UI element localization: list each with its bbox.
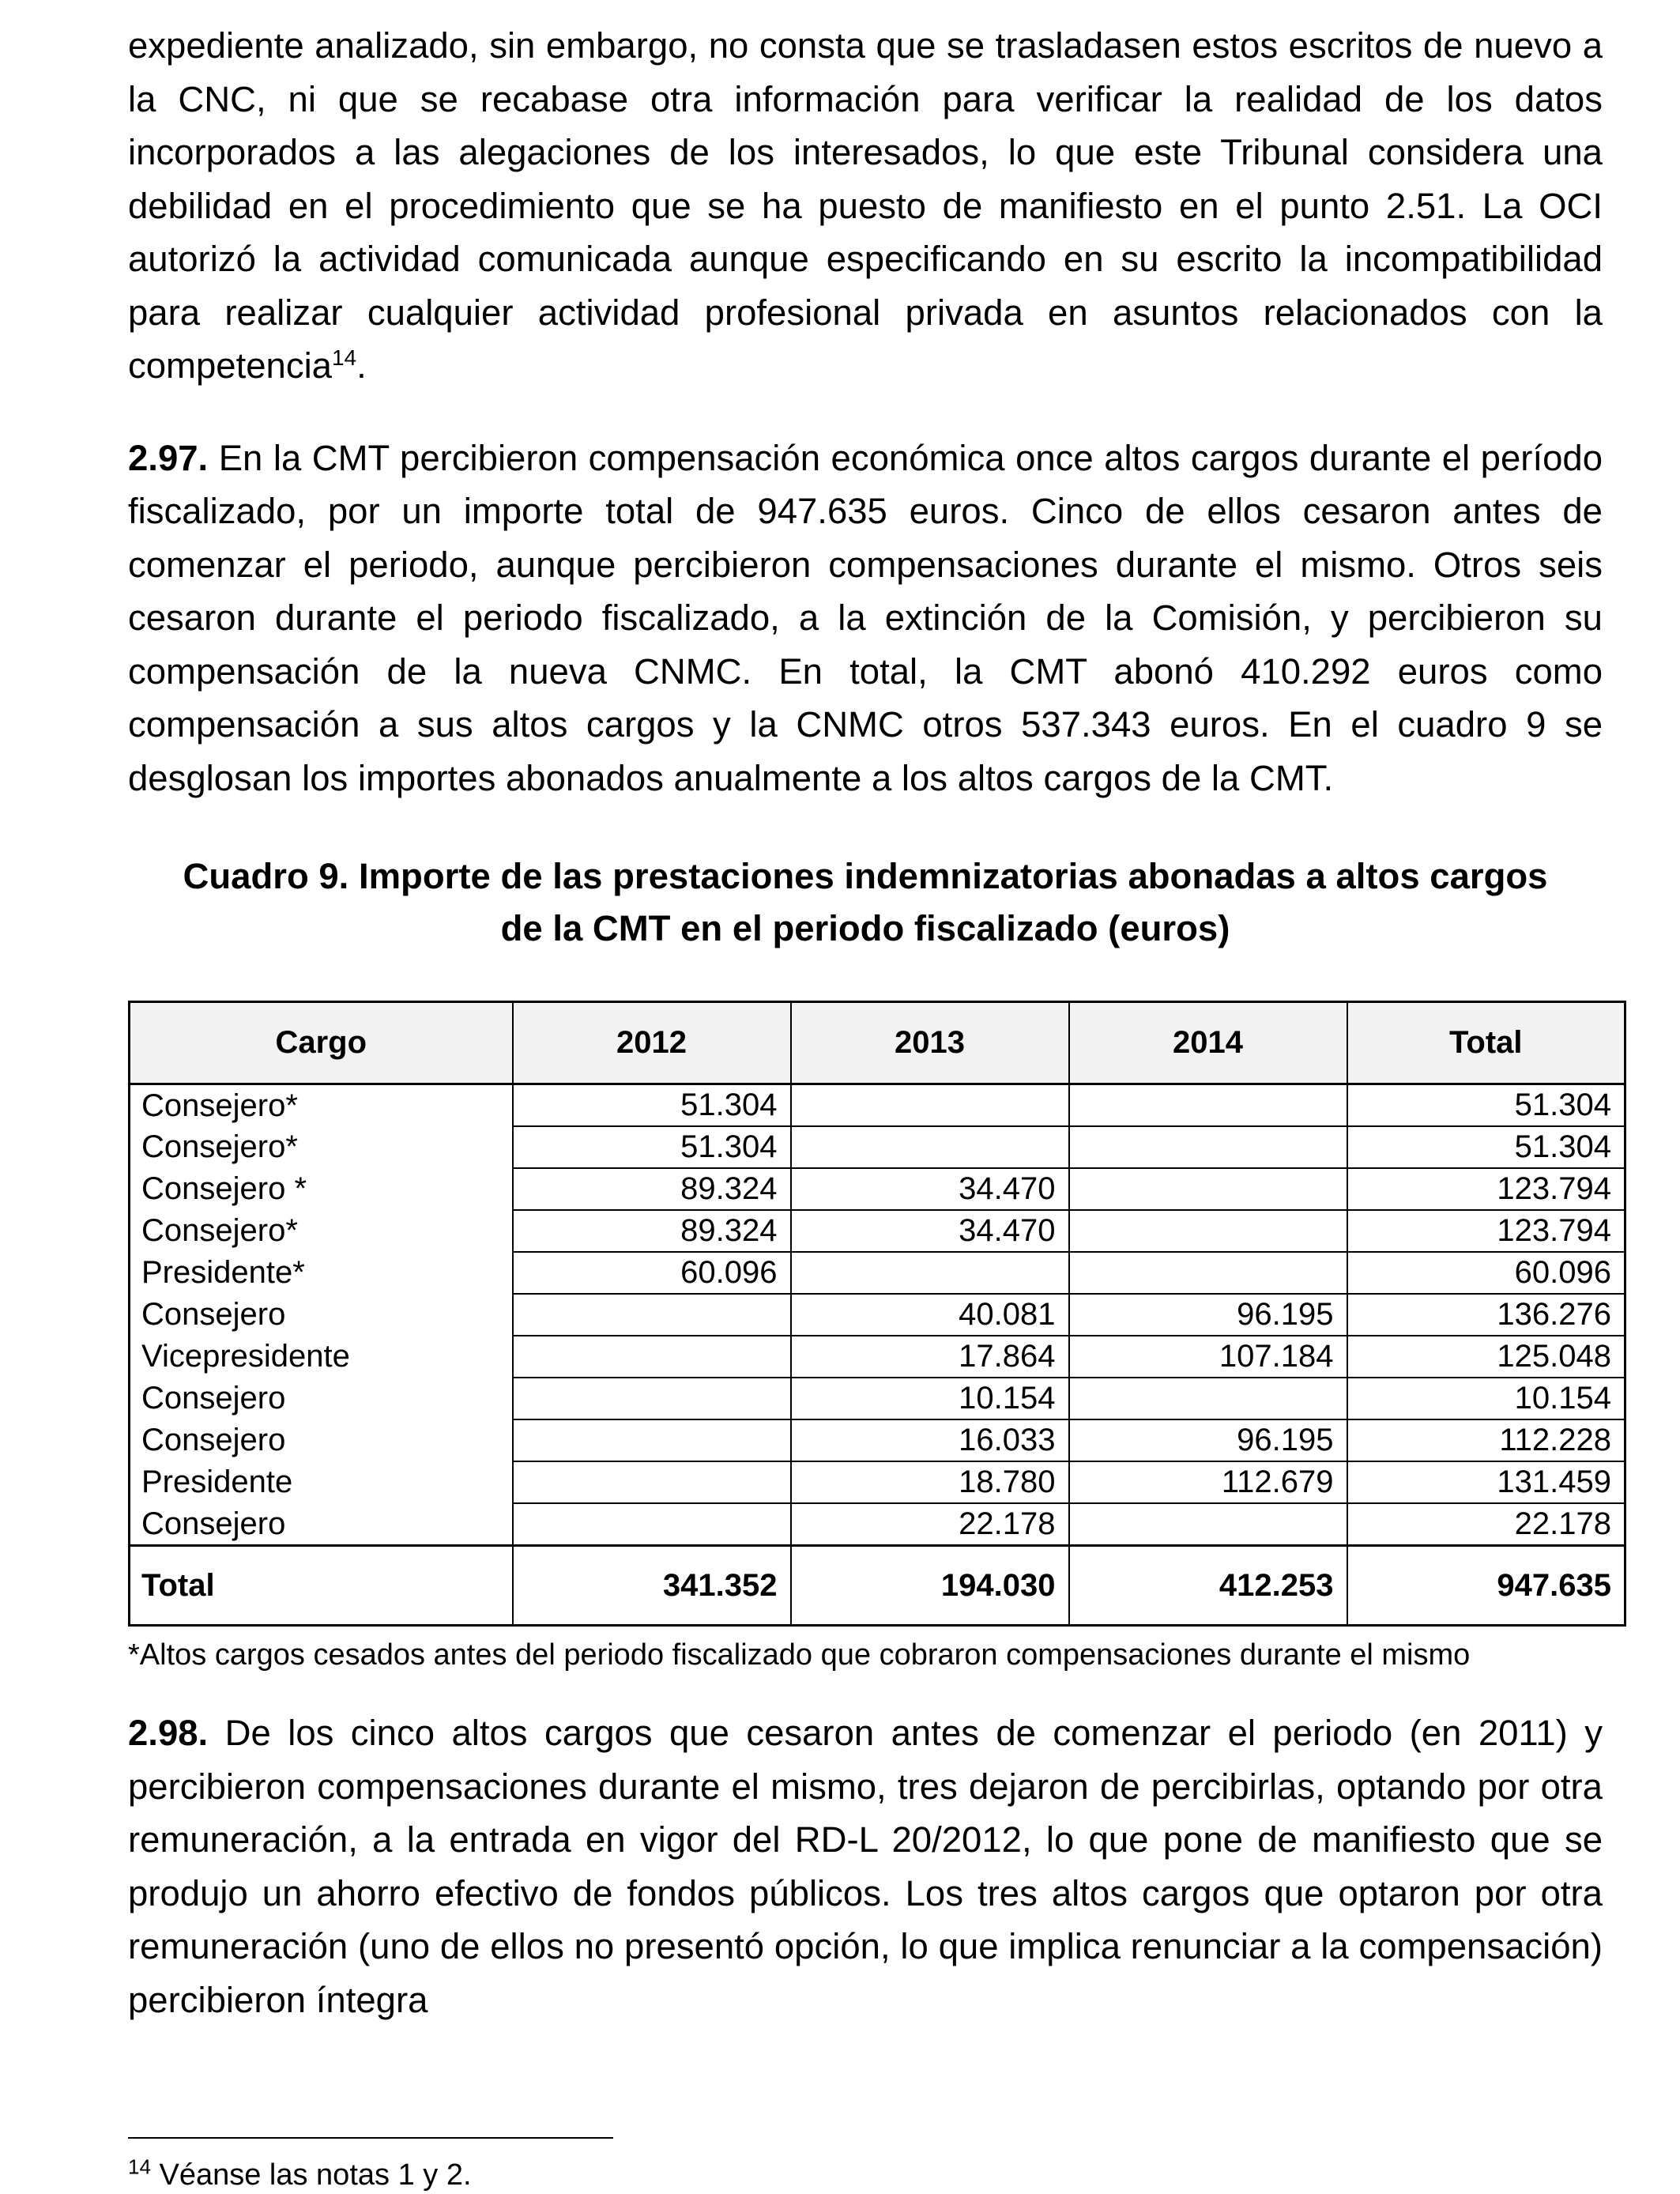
cell-2014: 112.679 (1069, 1461, 1347, 1503)
header-2013: 2013 (791, 1002, 1069, 1084)
cell-total: 60.096 (1347, 1252, 1625, 1294)
cell-total: 123.794 (1347, 1210, 1625, 1252)
paragraph-number: 2.97. (128, 437, 209, 478)
cell-2012 (513, 1461, 791, 1503)
cell-2012: 51.304 (513, 1126, 791, 1168)
header-cargo: Cargo (130, 1002, 513, 1084)
footnote-separator (128, 2137, 613, 2139)
document-page (128, 19, 1611, 2026)
table-header-row (130, 1002, 1625, 1084)
cell-cargo: Consejero* (130, 1084, 513, 1127)
cell-2012 (513, 1419, 791, 1461)
paragraph-end: . (356, 345, 367, 386)
table-row (130, 1294, 1625, 1336)
cell-2014 (1069, 1210, 1347, 1252)
cell-cargo: Consejero* (130, 1210, 513, 1252)
cell-2014 (1069, 1168, 1347, 1210)
cell-2013: 10.154 (791, 1378, 1069, 1419)
cell-total: 51.304 (1347, 1084, 1625, 1127)
table-row (130, 1378, 1625, 1419)
cell-2013 (791, 1252, 1069, 1294)
cell-2014 (1069, 1126, 1347, 1168)
cell-2013: 34.470 (791, 1210, 1069, 1252)
cell-2012: 60.096 (513, 1252, 791, 1294)
total-2013: 194.030 (791, 1546, 1069, 1626)
table-row (130, 1419, 1625, 1461)
header-2014: 2014 (1069, 1002, 1347, 1084)
cell-2012 (513, 1503, 791, 1546)
footnote-number: 14 (128, 2154, 151, 2179)
cell-cargo: Presidente (130, 1461, 513, 1503)
cell-cargo: Consejero (130, 1419, 513, 1461)
cell-2013: 18.780 (791, 1461, 1069, 1503)
table-row (130, 1126, 1625, 1168)
table-total-row (130, 1546, 1625, 1626)
cell-2013: 17.864 (791, 1336, 1069, 1378)
cell-2013: 16.033 (791, 1419, 1069, 1461)
paragraph-text: expediente analizado, sin embargo, no consta que se trasladasen estos escritos de nuevo a la CNC, ni que se recabase otra información para verificar la realidad de los datos incorporados a las alegaciones de los interesados, lo que este Tribunal considera una debilidad en el procedimiento que se ha puesto de manifiesto en el punto 2.51. La OCI autorizó la actividad comunicada aunque especificando en su escrito la incompatibilidad para realizar cualquier actividad profesional privada en asuntos relacionados con la competencia (128, 25, 1603, 386)
compensation-table (128, 1001, 1626, 1627)
cell-2014: 107.184 (1069, 1336, 1347, 1378)
paragraph-text: En la CMT percibieron compensación económica once altos cargos durante el período fiscalizado, por un importe total de 947.635 euros. Cinco de ellos cesaron antes de comenzar el periodo, aunque percibieron compensaciones durante el mismo. Otros seis cesaron durante el periodo fiscalizado, a la extinción de la Comisión, y percibieron su compensación de la nueva CNMC. En total, la CMT abonó 410.292 euros como compensación a sus altos cargos y la CNMC otros 537.343 euros. En el cuadro 9 se desglosan los importes abonados anualmente a los altos cargos de la CMT. (128, 437, 1603, 798)
cell-2014 (1069, 1378, 1347, 1419)
cell-2013: 34.470 (791, 1168, 1069, 1210)
cell-2013 (791, 1084, 1069, 1127)
paragraph-2-96-continuation (128, 19, 1603, 393)
total-label: Total (130, 1546, 513, 1626)
cell-total: 22.178 (1347, 1503, 1625, 1546)
table-row (130, 1168, 1625, 1210)
cell-cargo: Consejero * (130, 1168, 513, 1210)
cell-2014 (1069, 1252, 1347, 1294)
paragraph-number: 2.98. (128, 1713, 209, 1753)
cell-cargo: Consejero (130, 1378, 513, 1419)
table-row (130, 1252, 1625, 1294)
cell-cargo: Consejero* (130, 1126, 513, 1168)
cell-2012 (513, 1336, 791, 1378)
cell-cargo: Consejero (130, 1503, 513, 1546)
table-row (130, 1461, 1625, 1503)
cell-2013: 22.178 (791, 1503, 1069, 1546)
cell-total: 51.304 (1347, 1126, 1625, 1168)
table-row (130, 1210, 1625, 1252)
cell-2012 (513, 1294, 791, 1336)
cell-2012 (513, 1378, 791, 1419)
cell-2014 (1069, 1503, 1347, 1546)
paragraph-text: De los cinco altos cargos que cesaron antes de comenzar el periodo (en 2011) y percibieron compensaciones durante el mismo, tres dejaron de percibirlas, optando por otra remuneración, a la entrada en vigor del RD-L 20/2012, lo que pone de manifiesto que se produjo un ahorro efectivo de fondos públicos. Los tres altos cargos que optaron por otra remuneración (uno de ellos no presentó opción, lo que implica renunciar a la compensación) percibieron íntegra (128, 1713, 1603, 2020)
total-2012: 341.352 (513, 1546, 791, 1626)
cell-2012: 89.324 (513, 1210, 791, 1252)
cell-total: 112.228 (1347, 1419, 1625, 1461)
cell-2012: 89.324 (513, 1168, 791, 1210)
cell-total: 10.154 (1347, 1378, 1625, 1419)
paragraph-2-97 (128, 432, 1603, 805)
cell-2013 (791, 1126, 1069, 1168)
cell-2012: 51.304 (513, 1084, 791, 1127)
table-note: *Altos cargos cesados antes del periodo fiscalizado que cobraron compensaciones durante el mismo (128, 1638, 1471, 1672)
table-row (130, 1503, 1625, 1546)
table-row (130, 1336, 1625, 1378)
cell-2014 (1069, 1084, 1347, 1127)
header-2012: 2012 (513, 1002, 791, 1084)
cell-total: 125.048 (1347, 1336, 1625, 1378)
cell-total: 136.276 (1347, 1294, 1625, 1336)
total-2014: 412.253 (1069, 1546, 1347, 1626)
table-row (130, 1084, 1625, 1127)
cell-2014: 96.195 (1069, 1419, 1347, 1461)
footnote-text: Véanse las notas 1 y 2. (150, 2158, 472, 2192)
table-body (130, 1084, 1625, 1546)
page-footnote (128, 2154, 472, 2193)
header-total: Total (1347, 1002, 1625, 1084)
cell-total: 131.459 (1347, 1461, 1625, 1503)
table-caption: Cuadro 9. Importe de las prestaciones indemnizatorias abonadas a altos cargos de la CMT en el periodo fiscalizado (euros) (183, 856, 1548, 948)
paragraph-2-98 (128, 1706, 1603, 2026)
total-total: 947.635 (1347, 1546, 1625, 1626)
cell-cargo: Presidente* (130, 1252, 513, 1294)
cell-total: 123.794 (1347, 1168, 1625, 1210)
cell-2013: 40.081 (791, 1294, 1069, 1336)
cell-cargo: Vicepresidente (130, 1336, 513, 1378)
cell-cargo: Consejero (130, 1294, 513, 1336)
cell-2014: 96.195 (1069, 1294, 1347, 1336)
footnote-reference[interactable]: 14 (331, 345, 357, 370)
